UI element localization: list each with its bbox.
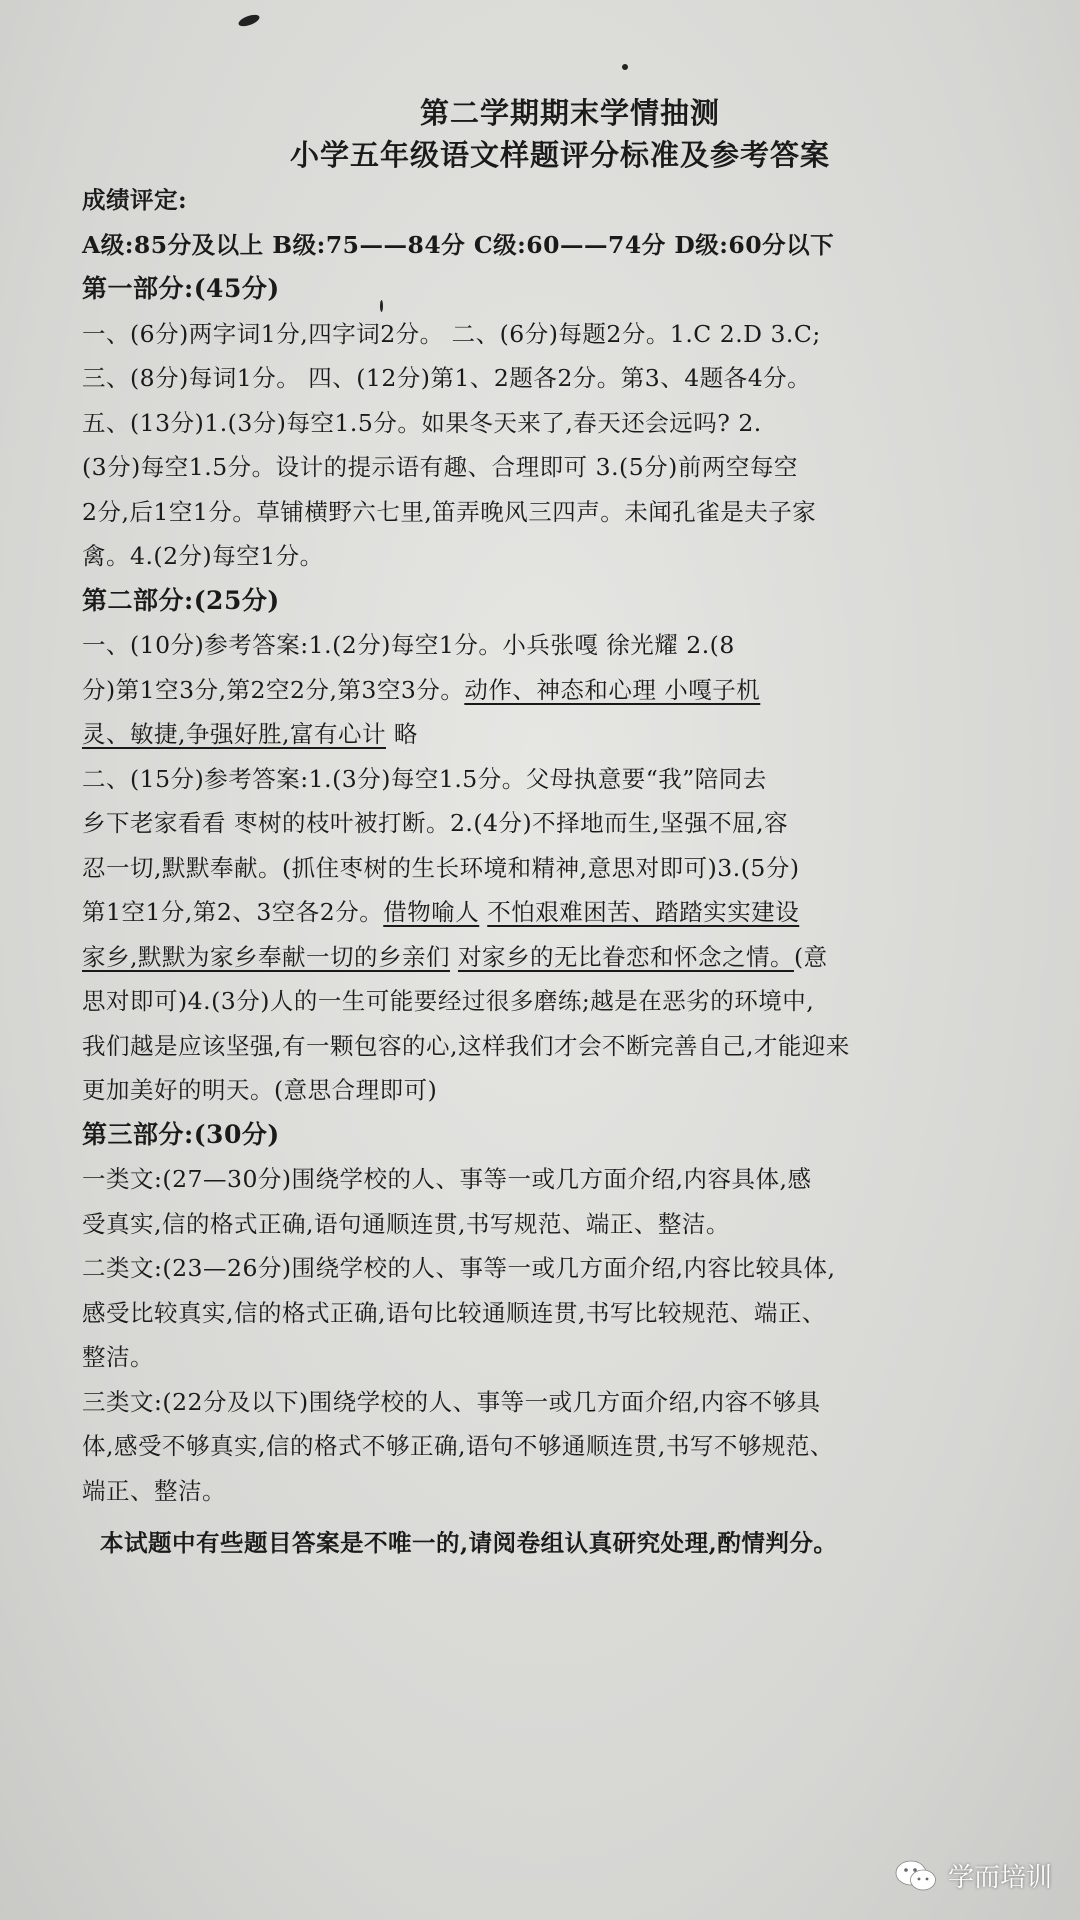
part2-line: 我们越是应该坚强,有一颗包容的心,这样我们才会不断完善自己,才能迎来 — [82, 1031, 850, 1060]
watermark-text: 学而培训 — [947, 1863, 1052, 1893]
document-header — [0, 92, 1080, 176]
document-subtitle: 小学五年级语文样题评分标准及参考答案 — [289, 138, 830, 172]
watermark — [894, 1857, 1052, 1894]
grading-heading: 成绩评定: — [82, 186, 188, 214]
part2-line — [82, 890, 1002, 935]
part1-heading: 第一部分:(45分) — [82, 274, 280, 303]
part3-line: 三类文:(22分及以下)围绕学校的人、事等一或几方面介绍,内容不够具 — [82, 1387, 821, 1416]
part2-text: (意 — [793, 942, 828, 971]
part2-line — [82, 712, 1002, 757]
part2-line: 一、(10分)参考答案:1.(2分)每空1分。小兵张嘎 徐光耀 2.(8 — [82, 631, 735, 659]
part2-heading: 第二部分:(25分) — [82, 585, 280, 615]
part3-heading: 第三部分:(30分) — [82, 1119, 280, 1149]
part1-line: 2分,后1空1分。草铺横野六七里,笛弄晚风三四声。未闻孔雀是夫子家 — [82, 497, 817, 526]
ink-speck — [237, 13, 261, 29]
underlined-answer: 家乡,默默为家乡奉献一切的乡亲们 — [82, 942, 450, 971]
underlined-answer: 借物喻人 — [383, 898, 480, 926]
part3-line: 端正、整洁。 — [82, 1476, 226, 1505]
part3-line: 受真实,信的格式正确,语句通顺连贯,书写规范、端正、整洁。 — [82, 1209, 730, 1238]
wechat-icon — [894, 1859, 938, 1893]
closing-note: 本试题中有些题目答案是不唯一的,请阅卷组认真研究处理,酌情判分。 — [100, 1529, 838, 1557]
part2-line: 思对即可)4.(3分)人的一生可能要经过很多磨练;越是在恶劣的环境中, — [82, 987, 815, 1015]
part2-line — [82, 668, 1002, 713]
part3-line: 整洁。 — [82, 1343, 154, 1371]
part2-text: 第1空1分,第2、3空各2分。 — [82, 898, 384, 926]
part1-line: (3分)每空1.5分。设计的提示语有趣、合理即可 3.(5分)前两空每空 — [82, 453, 798, 481]
ink-speck — [622, 64, 628, 70]
part3-line: 二类文:(23—26分)围绕学校的人、事等一或几方面介绍,内容比较具体, — [82, 1254, 836, 1282]
part1-line: 五、(13分)1.(3分)每空1.5分。如果冬天来了,春天还会远吗? 2. — [82, 408, 762, 437]
part1-line: 三、(8分)每词1分。 四、(12分)第1、2题各2分。第3、4题各4分。 — [82, 364, 812, 392]
document-body — [82, 178, 1002, 1566]
part1-line: 禽。4.(2分)每空1分。 — [82, 542, 324, 570]
underlined-answer: 动作、神态和心理 小嘎子机 — [464, 675, 761, 704]
part2-line: 乡下老家看看 枣树的枝叶被打断。2.(4分)不择地而生,坚强不屈,容 — [82, 809, 789, 837]
part2-line: 更加美好的明天。(意思合理即可) — [82, 1076, 438, 1104]
underlined-answer: 灵、敏捷,争强好胜,富有心计 — [82, 720, 386, 748]
underlined-answer: 对家乡的无比眷恋和怀念之情。 — [457, 942, 794, 971]
part2-line: 二、(15分)参考答案:1.(3分)每空1.5分。父母执意要“我”陪同去 — [82, 764, 767, 793]
underlined-answer: 不怕艰难困苦、踏踏实实建设 — [487, 898, 800, 926]
part2-line: 忍一切,默默奉献。(抓住枣树的生长环境和精神,意思对即可)3.(5分) — [82, 853, 800, 882]
part2-line — [82, 935, 1002, 980]
part1-line: 一、(6分)两字词1分,四字词2分。 二、(6分)每题2分。1.C 2.D 3.C; — [82, 319, 821, 348]
document-title: 第二学期期末学情抽测 — [419, 96, 720, 130]
part2-text: 略 — [385, 720, 418, 748]
part3-line: 体,感受不够真实,信的格式不够正确,语句不够通顺连贯,书写不够规范、 — [82, 1432, 834, 1460]
grading-levels: A级:85分及以上 B级:75——84分 C级:60——74分 D级:60分以下 — [82, 230, 835, 259]
part3-line: 一类文:(27—30分)围绕学校的人、事等一或几方面介绍,内容具体,感 — [82, 1165, 812, 1193]
part3-line: 感受比较真实,信的格式正确,语句比较通顺连贯,书写比较规范、端正、 — [82, 1298, 826, 1327]
part2-text: 分)第1空3分,第2空2分,第3空3分。 — [82, 675, 465, 704]
